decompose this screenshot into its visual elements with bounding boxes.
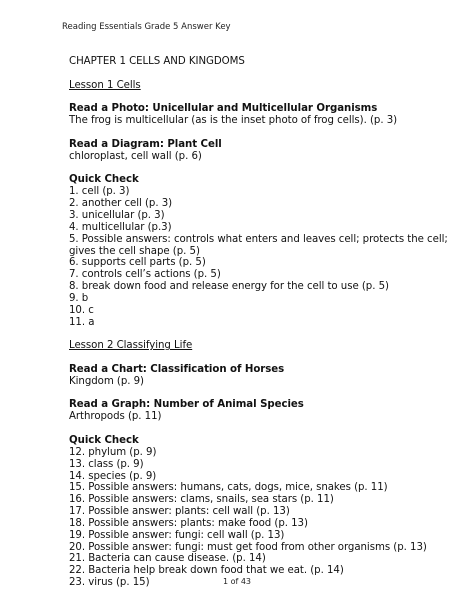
document-body [69, 56, 449, 589]
answer-line: Kingdom (p. 9) [69, 375, 144, 387]
answer-line: 19. Possible answer: fungi: cell wall (p. 13) [69, 529, 285, 541]
answer-line: 8. break down food and release energy for the cell to use (p. 5) [69, 281, 389, 293]
section-heading: Read a Chart: Classification of Horses [69, 363, 285, 375]
lesson-1-sections [69, 92, 449, 329]
page-number: 1 of 43 [222, 577, 252, 586]
answer-line: 18. Possible answers: plants: make food (p. 13) [69, 517, 308, 529]
answer-line: 6. supports cell parts (p. 5) [69, 257, 206, 269]
answer-line: 5. Possible answers: controls what enters and leaves cell; protects the cell; [69, 233, 448, 245]
answer-line: 13. class (p. 9) [69, 458, 144, 470]
answer-line: 21. Bacteria can cause disease. (p. 14) [69, 553, 266, 565]
answer-line: 7. controls cell’s actions (p. 5) [69, 269, 221, 281]
section-heading: Read a Photo: Unicellular and Multicellular Organisms [69, 103, 378, 115]
chapter-title: CHAPTER 1 CELLS AND KINGDOMS [69, 56, 245, 67]
answer-line: 12. phylum (p. 9) [69, 446, 157, 458]
section-heading: Read a Graph: Number of Animal Species [69, 399, 304, 411]
section-heading: Read a Diagram: Plant Cell [69, 138, 222, 150]
lesson-1-title: Lesson 1 Cells [69, 79, 141, 91]
answer-line: 9. b [69, 292, 89, 304]
answer-line: 1. cell (p. 3) [69, 186, 130, 198]
lesson-2-title: Lesson 2 Classifying Life [69, 340, 193, 352]
answer-line: 3. unicellular (p. 3) [69, 209, 165, 221]
answer-line: 22. Bacteria help break down food that we eat. (p. 14) [69, 565, 344, 577]
answer-line: 20. Possible answer: fungi: must get food from other organisms (p. 13) [69, 541, 427, 553]
page-header: Reading Essentials Grade 5 Answer Key [62, 22, 231, 32]
answer-line: 2. another cell (p. 3) [69, 198, 173, 210]
answer-line: 15. Possible answers: humans, cats, dogs, mice, snakes (p. 11) [69, 482, 388, 494]
answer-line: Arthropods (p. 11) [69, 411, 162, 423]
answer-line: 23. virus (p. 15) [69, 577, 150, 589]
answer-line: 4. multicellular (p.3) [69, 221, 172, 233]
answer-line: 11. a [69, 316, 95, 328]
answer-line: 16. Possible answers: clams, snails, sea stars (p. 11) [69, 494, 334, 506]
answer-line: gives the cell shape (p. 5) [69, 245, 200, 257]
answer-line: The frog is multicellular (as is the inset photo of frog cells). (p. 3) [69, 115, 398, 127]
answer-line: 14. species (p. 9) [69, 470, 157, 482]
answer-line: 10. c [69, 304, 94, 316]
section-heading: Quick Check [69, 435, 139, 446]
answer-line: 17. Possible answer: plants: cell wall (p. 13) [69, 506, 290, 518]
section-heading: Quick Check [69, 174, 139, 186]
answer-line: chloroplast, cell wall (p. 6) [69, 150, 202, 162]
lesson-2-sections [69, 352, 449, 589]
